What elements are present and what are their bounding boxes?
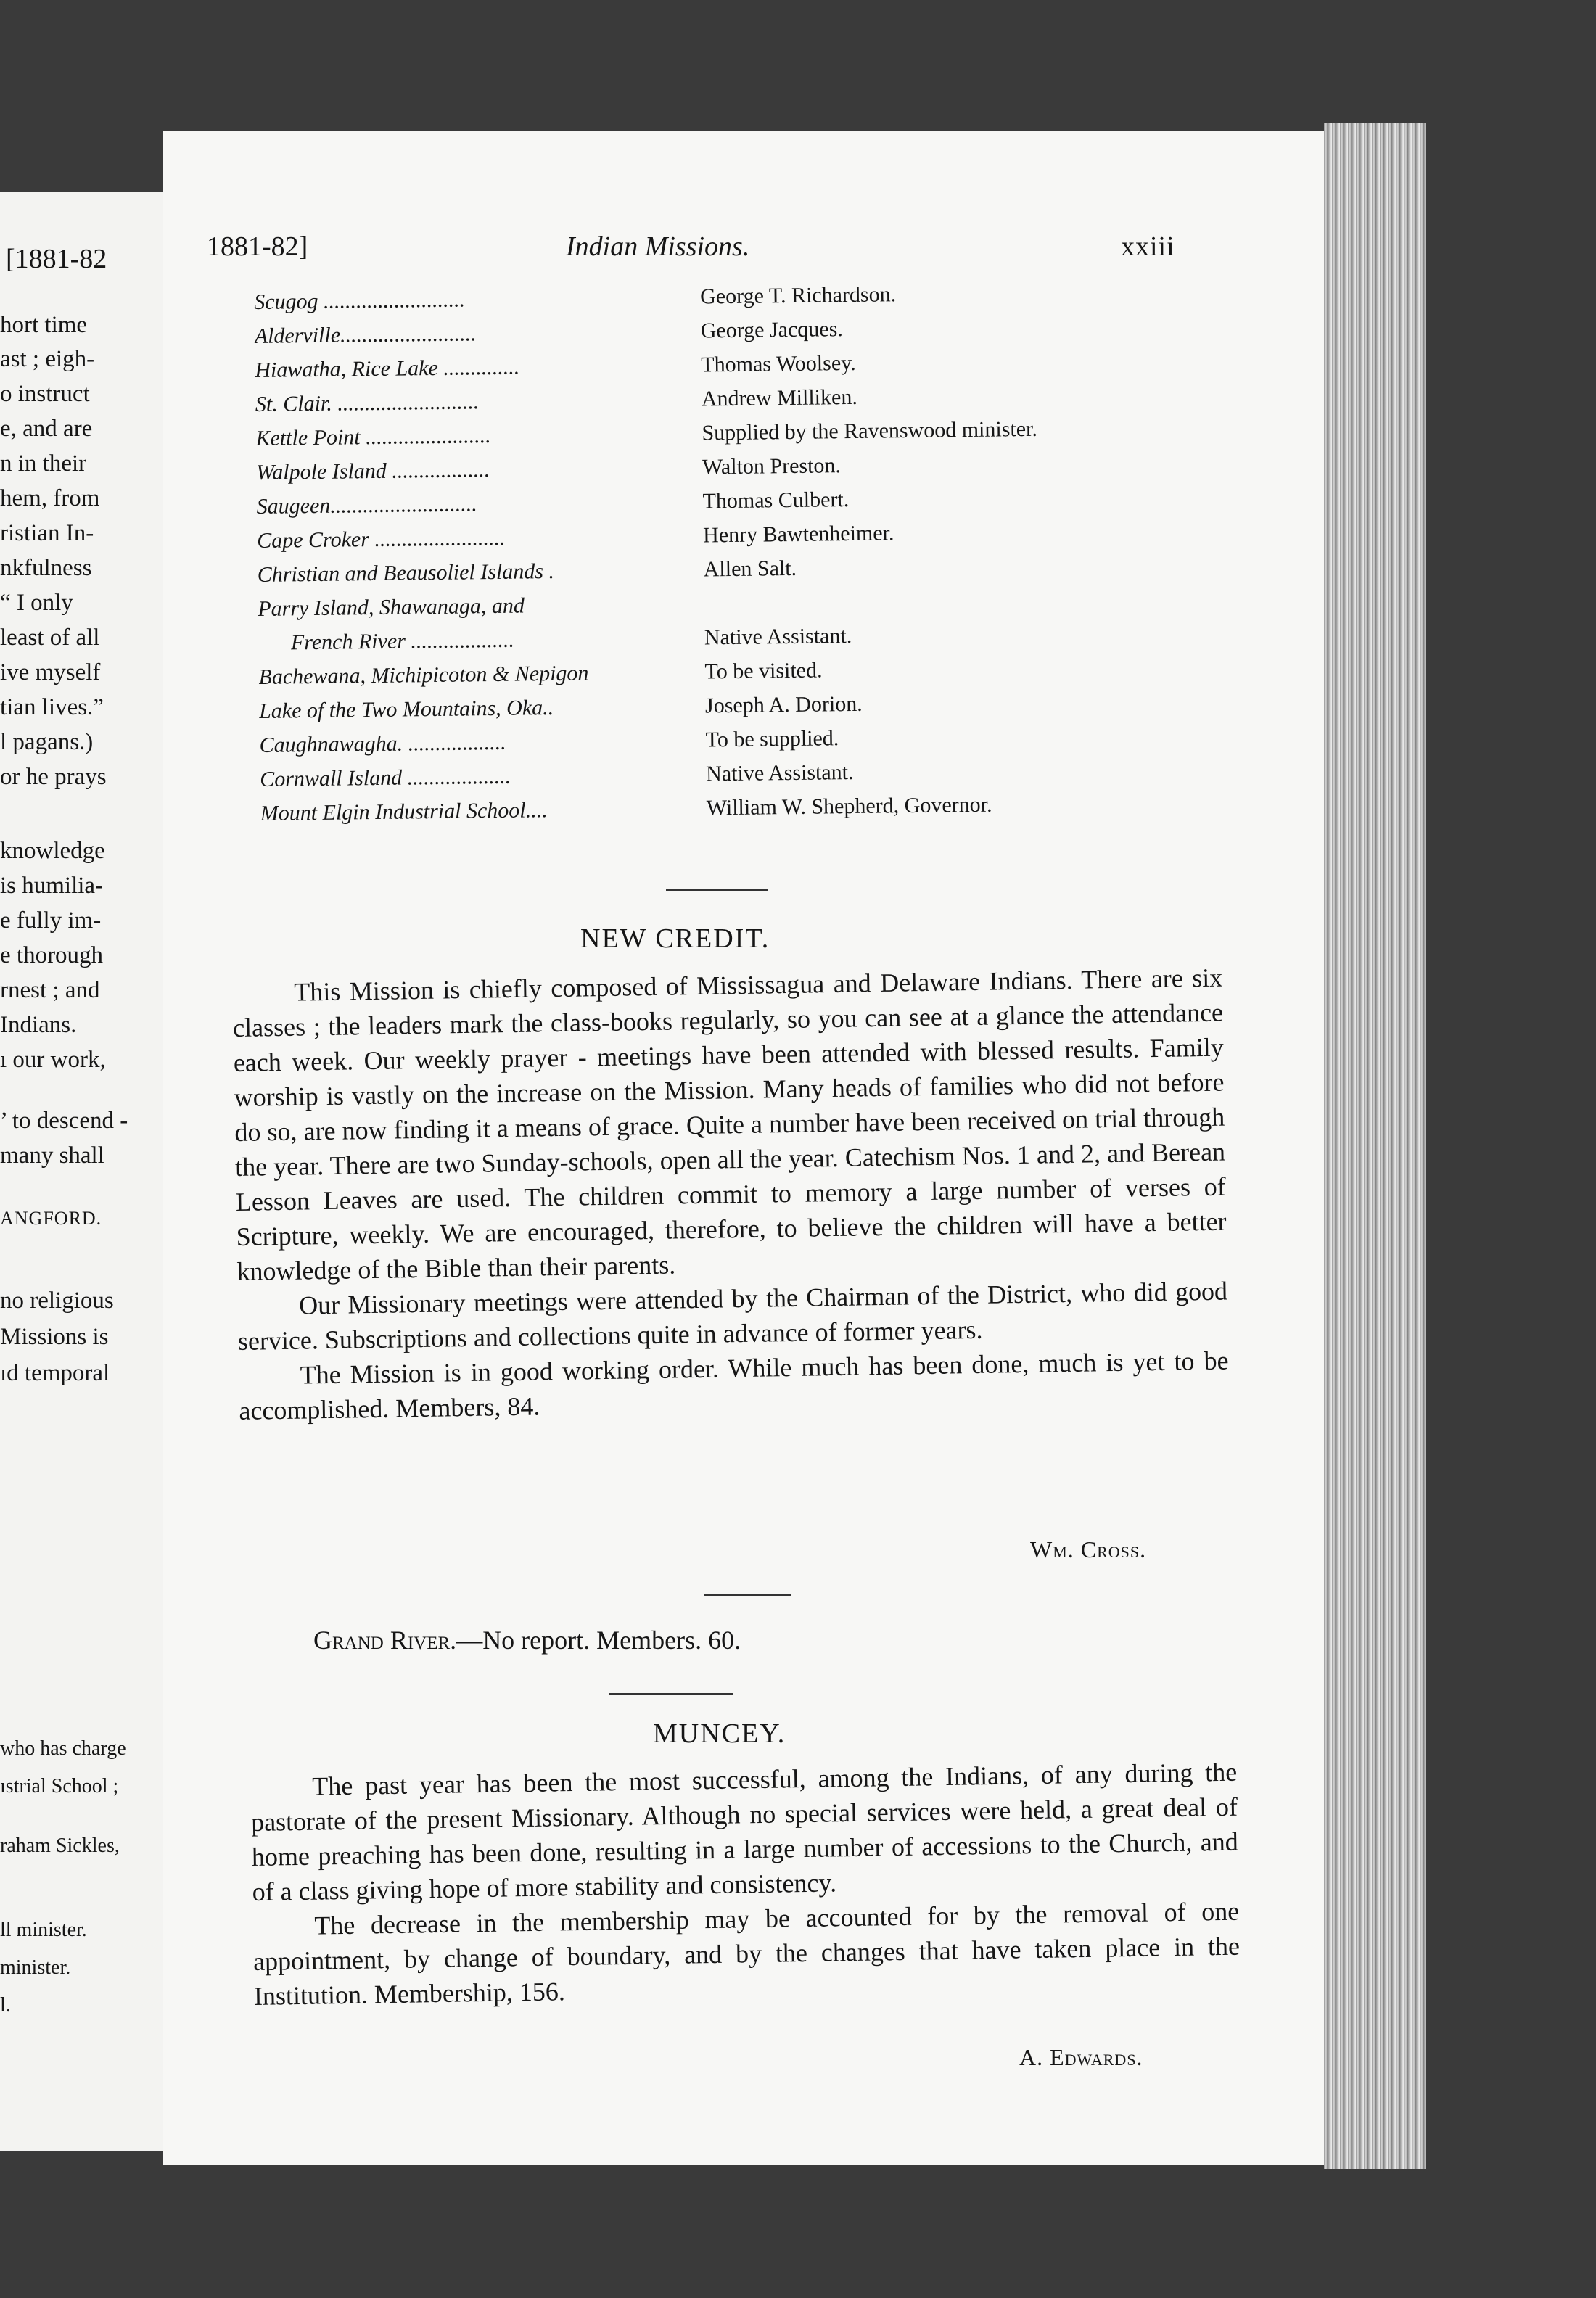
left-text-fragment: ANGFORD. xyxy=(0,1208,102,1229)
mission-place: Walpole Island .................. xyxy=(255,458,490,485)
mission-person: Allen Salt. xyxy=(703,556,797,582)
left-text-fragment: who has charge xyxy=(0,1737,126,1760)
mission-person: Thomas Woolsey. xyxy=(701,350,856,377)
page-number: xxiii xyxy=(1121,231,1175,262)
left-text-fragment: or he prays xyxy=(0,764,107,790)
mission-place: Saugeen........................... xyxy=(256,492,477,519)
left-text-fragment: ive myself xyxy=(0,659,101,685)
mission-person: To be visited. xyxy=(704,658,823,684)
mission-place: French River ................... xyxy=(290,627,515,655)
running-head-year: 1881-82] xyxy=(207,231,308,262)
page-edges xyxy=(1324,123,1426,2169)
left-text-fragment: nkfulness xyxy=(0,555,92,581)
mission-person: George Jacques. xyxy=(700,317,843,343)
mission-place: Cornwall Island ................... xyxy=(260,764,511,791)
left-text-fragment: e fully im- xyxy=(0,907,102,934)
new-credit-heading: NEW CREDIT. xyxy=(580,923,770,954)
left-text-fragment: tian lives.” xyxy=(0,694,104,720)
mission-person: Native Assistant. xyxy=(704,623,852,650)
mission-person: George T. Richardson. xyxy=(699,282,897,309)
mission-place: Hiawatha, Rice Lake .............. xyxy=(255,355,520,382)
mission-place: Parry Island, Shawanaga, and xyxy=(258,593,525,621)
mission-place: St. Clair. .......................... xyxy=(255,390,480,416)
mission-person: Walton Preston. xyxy=(702,453,842,479)
muncey-signature: A. Edwards. xyxy=(1019,2044,1143,2070)
mission-person: Supplied by the Ravenswood minister. xyxy=(702,416,1038,445)
left-text-fragment: o instruct xyxy=(0,381,90,407)
new-credit-signature: Wm. Cross. xyxy=(1030,1536,1147,1562)
new-credit-paragraph: This Mission is chiefly composed of Mississagua and Delaware Indians. There are six classes ; the leaders mark the class-books regularly, so you can see at a glance the attendance each week. Our weekly prayer - meetings have been attended with blessed results. Family worship is vastly on the increase on the Mission. Many heads of families who did not before do so, are now finding it a means of grace. Quite a number have been received on trial through the year. There are two Sunday-schools, open all the year. Catechism Nos. 1 and 2, and Berean Lesson Leaves are used. The children commit to memory a large number of verses of Scripture, weekly. We are encouraged, therefore, to believe the children will have a better knowledge of the Bible than their parents. xyxy=(232,963,1227,1286)
mission-place: Alderville......................... xyxy=(254,321,477,348)
left-text-fragment: l pagans.) xyxy=(0,729,94,755)
left-text-fragment: hort time xyxy=(0,312,88,338)
mission-person: William W. Shepherd, Governor. xyxy=(706,792,992,820)
left-text-fragment: ı our work, xyxy=(0,1047,106,1073)
left-text-fragment: ıd temporal xyxy=(0,1360,110,1386)
left-text-fragment: “ I only xyxy=(0,590,73,616)
mission-person: Native Assistant. xyxy=(705,759,854,786)
left-text-fragment: l. xyxy=(0,1994,11,2017)
left-text-fragment: hem, from xyxy=(0,485,100,511)
grand-river-name: Grand River. xyxy=(313,1626,457,1655)
new-credit-paragraph: The Mission is in good working order. While much has been done, much is yet to be accomplished. Members, 84. xyxy=(239,1346,1229,1425)
new-credit-body xyxy=(232,960,1230,1428)
mission-place: Lake of the Two Mountains, Oka.. xyxy=(258,695,554,723)
left-text-fragment: ristian In- xyxy=(0,520,94,546)
left-text-fragment: is humilia- xyxy=(0,873,104,899)
mission-person: Henry Bawtenheimer. xyxy=(702,521,894,548)
left-text-fragment: Indians. xyxy=(0,1012,77,1038)
mission-person: Thomas Culbert. xyxy=(702,487,850,514)
mission-place: Christian and Beausoliel Islands . xyxy=(257,559,555,587)
left-text-fragment: e thorough xyxy=(0,942,104,968)
left-text-fragment: ıstrial School ; xyxy=(0,1775,119,1797)
running-head-title: Indian Missions. xyxy=(566,231,750,262)
mission-person: Andrew Milliken. xyxy=(701,384,858,411)
mission-place: Kettle Point ....................... xyxy=(255,424,491,450)
mission-place: Bachewana, Michipicoton & Nepigon xyxy=(258,661,589,689)
left-text-fragment: ast ; eigh- xyxy=(0,346,95,372)
left-text-fragment: Missions is xyxy=(0,1324,109,1350)
section-divider xyxy=(609,1693,733,1695)
muncey-heading: MUNCEY. xyxy=(653,1718,786,1749)
mission-place: Caughnawagha. .................. xyxy=(259,730,506,757)
section-divider xyxy=(704,1594,791,1596)
grand-river-text: —No report. Members. 60. xyxy=(456,1626,741,1655)
left-text-fragment: e, and are xyxy=(0,416,93,442)
left-text-fragment: ll minister. xyxy=(0,1919,87,1941)
muncey-paragraph: The decrease in the membership may be accounted for by the removal of one appointment, by change of boundary, and by the changes that have taken place in the Institution. Membership, 156. xyxy=(252,1896,1241,2011)
left-text-fragment: n in their xyxy=(0,450,87,477)
grand-river-entry xyxy=(313,1625,741,1655)
left-page-header: [1881-82 xyxy=(6,244,107,274)
appointments-list xyxy=(254,279,1204,836)
mission-person: Joseph A. Dorion. xyxy=(704,691,863,718)
new-credit-paragraph: Our Missionary meetings were attended by the Chairman of the District, who did good service. Subscriptions and collections quite in advance of former years. xyxy=(237,1276,1228,1356)
left-text-fragment: minister. xyxy=(0,1956,71,1979)
mission-place: Scugog .......................... xyxy=(254,287,466,314)
left-text-fragment: rnest ; and xyxy=(0,977,100,1003)
section-divider xyxy=(666,889,768,891)
mission-person: To be supplied. xyxy=(705,726,839,752)
left-text-fragment: raham Sickles, xyxy=(0,1834,120,1857)
left-text-fragment: knowledge xyxy=(0,838,105,864)
left-page xyxy=(0,192,170,2151)
muncey-body xyxy=(250,1755,1241,2014)
left-text-fragment: many shall xyxy=(0,1142,104,1169)
mission-place: Mount Elgin Industrial School.... xyxy=(260,798,548,825)
mission-place: Cape Croker ........................ xyxy=(257,525,506,553)
muncey-paragraph: The past year has been the most successful, among the Indians, of any during the pastorate of the present Missionary. Although no special services were held, a great deal of home preaching has been done, resulting in a large number of accessions to the Church, and of a class giving hope of more stability and consistency. xyxy=(250,1757,1239,1906)
left-text-fragment: least of all xyxy=(0,625,100,651)
left-text-fragment: ’ to descend - xyxy=(0,1108,128,1134)
left-text-fragment: no religious xyxy=(0,1288,114,1314)
